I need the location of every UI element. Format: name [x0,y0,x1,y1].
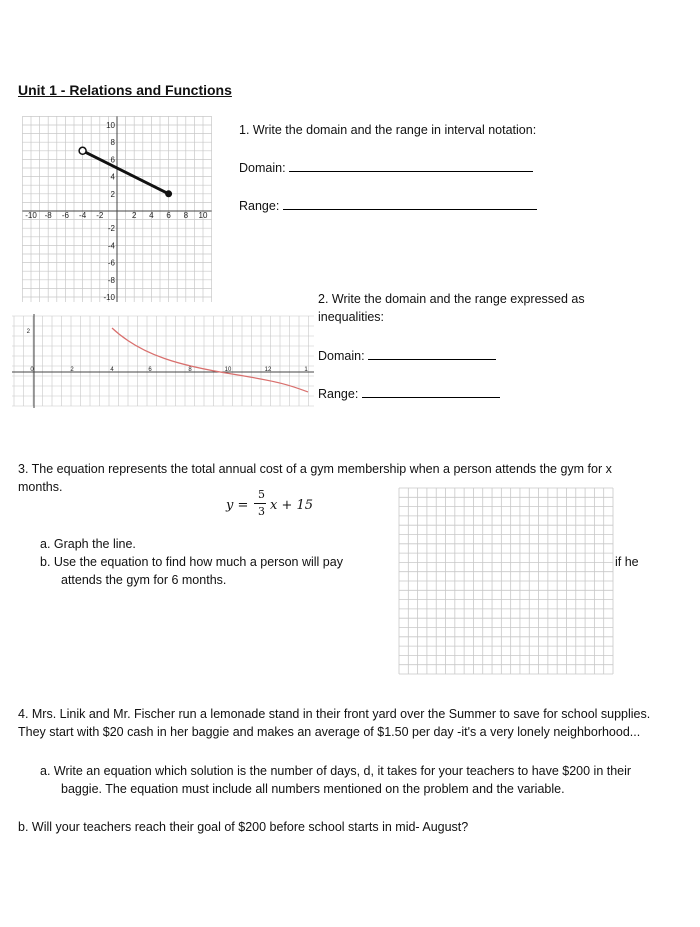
q1-range-blank[interactable] [283,196,537,210]
q2-x-tick-label: 6 [148,367,152,373]
q1-coordinate-graph [20,112,216,302]
q3-item-b-line1: b. Use the equation to find how much a person will pay [40,555,343,569]
q1-prompt: 1. Write the domain and the range in interval notation: [239,123,537,137]
q2-grid [12,316,314,406]
q3-prompt: 3. The equation represents the total annual cost of a gym membership when a person attends the gym for x months. [18,462,612,494]
equation-denominator: 3 [258,505,265,518]
q1-x-tick-label: -6 [61,211,69,220]
q2-x-tick-label: 0 [30,367,34,373]
q1-y-tick-label: 10 [106,121,115,130]
q1-range-label: Range: [239,199,280,213]
equation-fraction-bar [254,503,266,504]
q1-x-tick-label: 10 [198,211,208,220]
q1-y-tick-label: -4 [107,241,115,251]
q4-item-b: b. Will your teachers reach their goal of $200 before school starts in mid- August? [18,820,469,834]
q2-decreasing-curve [112,328,308,392]
q2-prompt: 2. Write the domain and the range expressed as inequalities: [318,292,585,324]
q2-x-tick-label: 8 [188,367,192,373]
q1-y-tick-label: 6 [110,155,115,165]
q1-y-tick-label: -8 [107,275,115,285]
q1-x-tick-label: -4 [79,211,87,220]
q2-domain-label: Domain: [318,349,365,363]
q1-y-tick-label: 2 [110,189,115,199]
q2-domain-row [318,346,496,365]
q3-item-b-suffix: if he [615,555,639,569]
q3-blank-graph-grid[interactable] [398,487,614,675]
q2-y-tick-label: 2 [26,329,30,335]
q2-y-tick-labels [27,329,31,335]
q1-y-tick-label: -10 [103,293,115,302]
q1-open-endpoint [79,147,86,154]
q4-item-a: a. Write an equation which solution is the number of days, d, it takes for your teachers to have $200 in their baggie. The equation must include all numbers mentioned on the problem and the variable. [40,764,632,796]
q2-range-row [318,384,500,403]
q1-x-tick-label: -10 [25,211,37,220]
q2-axes [12,314,314,408]
q2-x-tick-label: 1 [304,367,308,373]
q1-y-tick-label: 4 [110,172,115,182]
q3-grid-lines [399,488,613,674]
q1-x-tick-label: -8 [44,211,52,220]
q3-item-b-line2: attends the gym for 6 months. [61,573,227,587]
q1-y-tick-label: 8 [110,138,115,148]
page-title: Unit 1 - Relations and Functions [18,82,232,98]
q1-domain-blank[interactable] [289,158,533,172]
q1-axes [22,116,211,302]
q2-x-tick-label: 12 [264,367,272,373]
q2-domain-blank[interactable] [368,346,496,360]
q2-range-blank[interactable] [362,384,500,398]
q1-domain-label: Domain: [239,161,286,175]
q2-x-tick-label: 2 [70,367,74,373]
q1-range-row [239,196,537,215]
q1-x-tick-label: 2 [131,211,137,220]
q2-curve-graph [12,312,314,408]
equation-numerator: 5 [258,488,265,501]
q1-closed-endpoint [165,190,172,197]
q2-x-tick-label: 4 [110,367,114,373]
q1-domain-row [239,158,533,177]
q1-x-tick-label: -2 [96,211,104,220]
q1-x-tick-label: 4 [149,211,154,220]
q2-range-label: Range: [318,387,359,401]
q1-x-tick-label: 8 [183,211,189,220]
equation-lhs: y = [226,498,249,513]
q3-item-a: a. Graph the line. [40,537,136,551]
q1-y-tick-label: -6 [107,258,115,268]
q2-x-tick-label: 10 [224,367,232,373]
q1-x-tick-label: 6 [166,211,171,220]
q4-prompt: 4. Mrs. Linik and Mr. Fischer run a lemonade stand in their front yard over the Summer to save for school supplies. They start with $20 cash in her baggie and makes an average of $1.50 per day -it's a very lonely neighborhood... [18,707,651,739]
equation-rest: x + 15 [270,498,314,513]
q1-y-tick-label: -2 [107,224,115,234]
